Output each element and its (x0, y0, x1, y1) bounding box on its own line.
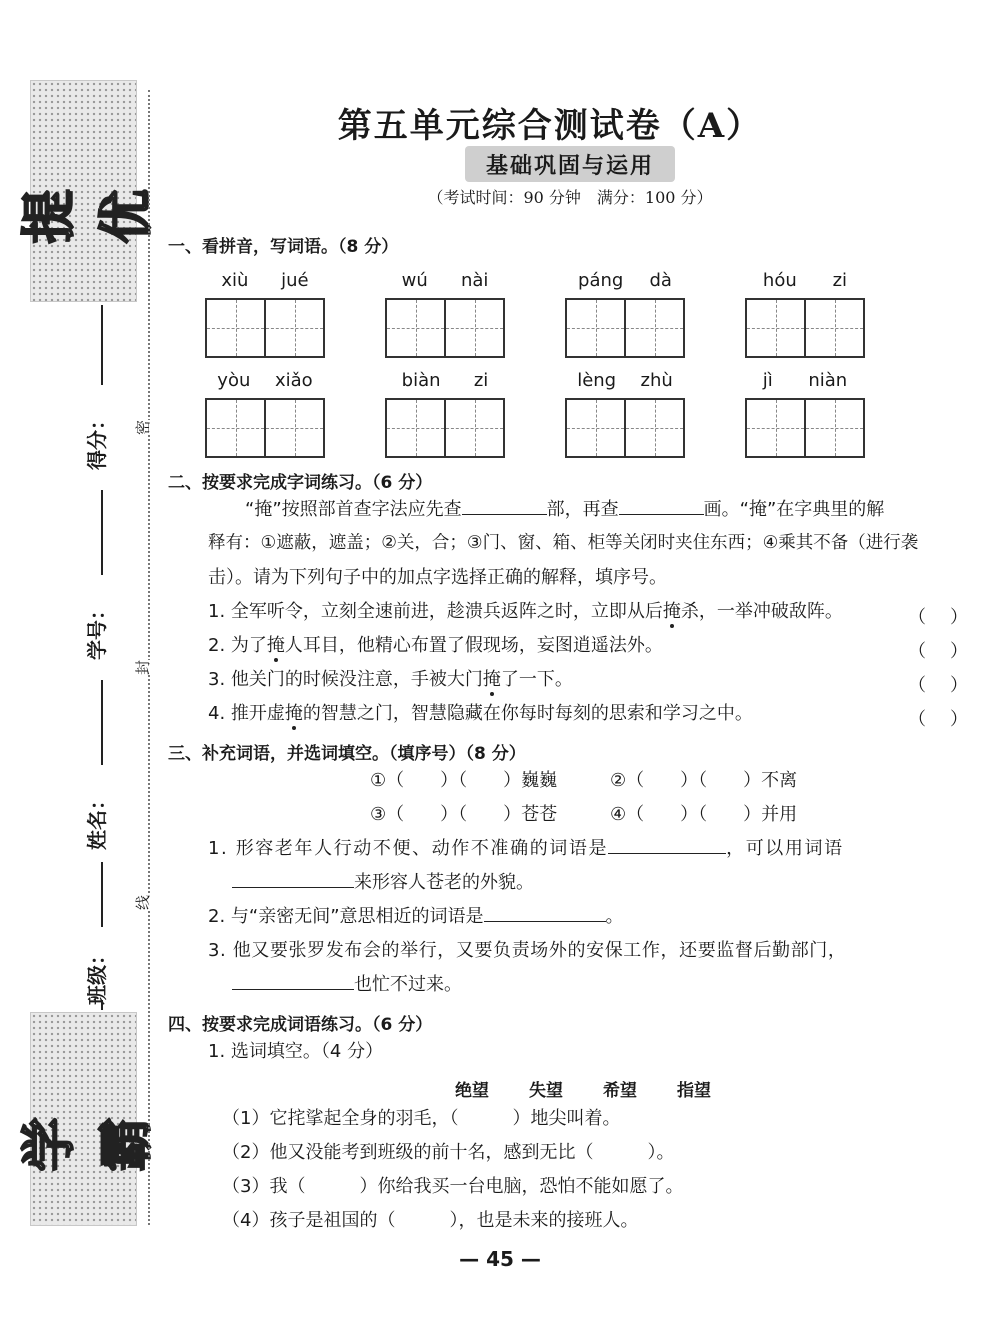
pinyin-item (385, 370, 505, 458)
pinyin: wú (401, 270, 428, 291)
subtitle: 基础巩固与运用 (485, 153, 654, 179)
pinyin: yòu (217, 370, 251, 391)
question-text: 了一下。 (500, 669, 573, 690)
score-label: 得分： (84, 410, 109, 470)
pinyin-item (565, 270, 685, 358)
fill-sentence-1[interactable]: （1）它挓挲起全身的羽毛，（ ）地尖叫着。 (222, 1108, 621, 1129)
pinyin-item (565, 370, 685, 458)
section2-question-1 (208, 603, 843, 621)
paren-close: ） (950, 607, 968, 628)
field-line (101, 305, 103, 385)
section2-intro-line1 (245, 501, 884, 519)
pinyin-item (385, 270, 505, 358)
section2-intro-line2: 释有：①遮蔽，遮盖；②关，合；③门、窗、箱、柜等关闭时夹住东西；④乘其不备（进行袭 (208, 533, 919, 553)
word-choice: 指望 (677, 1081, 711, 1101)
writing-grid[interactable] (565, 398, 685, 458)
paren-open: （ (908, 675, 926, 696)
dotted-char: 掩 (284, 703, 303, 724)
writing-grid[interactable] (385, 298, 505, 358)
student-number-line (101, 680, 103, 765)
paren-open: （ (908, 607, 926, 628)
name-label: 姓名： (84, 790, 109, 850)
fill-sentence-3[interactable]: （3）我（ ）你给我买一台电脑，恐怕不能如愿了。 (222, 1176, 684, 1197)
page-title: 第五单元综合测试卷（A） (337, 106, 763, 146)
pinyin: nài (460, 270, 489, 291)
question-text: 2. 为了 (208, 635, 267, 656)
pinyin: biàn (401, 370, 441, 391)
pinyin: dà (649, 270, 672, 291)
fill-sentence-4[interactable]: （4）孩子是祖国的（ ），也是未来的接班人。 (222, 1210, 639, 1231)
name-line (101, 862, 103, 927)
answer-paren[interactable] (908, 671, 968, 697)
question-text: 。 (605, 906, 624, 927)
seal-char-feng: 封 (130, 660, 155, 675)
section2-question-2 (208, 637, 663, 655)
section2-question-4 (208, 705, 753, 723)
seal-char-xian: 线 (130, 895, 155, 910)
section4-heading: 四、按要求完成词语练习。（6 分） (168, 1015, 433, 1035)
question-text: ，可以用词语 (726, 838, 844, 859)
question-text: 2. 与“亲密无间”意思相近的词语是 (208, 906, 484, 927)
section2-question-3 (208, 671, 573, 689)
answer-blank[interactable] (462, 514, 547, 515)
section1-heading: 一、看拼音，写词语。（8 分） (168, 237, 399, 257)
section3-question-1 (208, 840, 844, 858)
section3-heading: 三、补充词语，并选词填空。（填序号）（8 分） (168, 744, 526, 764)
subtitle-badge (465, 146, 675, 182)
word-choice: 希望 (603, 1081, 637, 1101)
dotted-char: 掩 (662, 601, 681, 622)
word-choice: 失望 (529, 1081, 563, 1101)
writing-grid[interactable] (205, 298, 325, 358)
question-text: 4. 推开虚 (208, 703, 285, 724)
paren-close: ） (950, 675, 968, 696)
question-text: 的智慧之门，智慧隐藏在你每时每刻的思索和学习之中。 (302, 703, 753, 724)
sidebar-banner-top (16, 80, 158, 302)
pinyin: hóu (762, 270, 797, 291)
dotted-char: 掩 (266, 635, 285, 656)
writing-grid[interactable] (205, 398, 325, 458)
binding-dotted-line (148, 90, 150, 1225)
pinyin: xiǎo (274, 370, 313, 391)
intro-text: “掩”按照部首查字法应先查 (245, 499, 462, 520)
answer-blank[interactable] (619, 514, 704, 515)
pinyin-item (205, 270, 325, 358)
writing-grid[interactable] (565, 298, 685, 358)
question-text: 1. 全军听令，立刻全速前进，趁溃兵返阵之时，立即从后 (208, 601, 663, 622)
writing-grid[interactable] (745, 398, 865, 458)
page-number: — 45 — (459, 1247, 541, 1271)
idiom-1[interactable]: ①（ ）（ ）巍巍 (370, 770, 558, 791)
pinyin: jì (762, 370, 773, 391)
intro-text: 部，再查 (546, 499, 619, 520)
section2-heading: 二、按要求完成字词练习。（6 分） (168, 473, 433, 493)
question-text: 3. 他关门的时候没注意，手被大门 (208, 669, 483, 690)
answer-paren[interactable] (908, 603, 968, 629)
section3-question-3-cont (232, 976, 462, 994)
class-label: 班级： (84, 945, 109, 1005)
dotted-char: 掩 (482, 669, 501, 690)
question-text: 来形容人苍老的外貌。 (354, 872, 534, 893)
section4-sub1: 1. 选词填空。（4 分） (208, 1041, 384, 1062)
sidebar-banner-bottom-text: 学霸 (16, 1111, 158, 1172)
idiom-3[interactable]: ③（ ）（ ）苍苍 (370, 804, 558, 825)
question-text: 1. 形容老年人行动不便、动作不准确的词语是 (208, 838, 609, 859)
fill-sentence-2[interactable]: （2）他又没能考到班级的前十名，感到无比（ ）。 (222, 1142, 675, 1163)
paren-close: ） (950, 641, 968, 662)
question-text: 人耳目，他精心布置了假现场，妄图逍遥法外。 (284, 635, 663, 656)
section2-intro-line3: 击）。请为下列句子中的加点字选择正确的解释，填序号。 (208, 567, 667, 588)
exam-meta: （考试时间：90 分钟 满分：100 分） (427, 188, 713, 207)
writing-grid[interactable] (385, 398, 505, 458)
pinyin: páng (578, 270, 624, 291)
sidebar-banner-bottom (16, 1012, 158, 1226)
writing-grid[interactable] (745, 298, 865, 358)
answer-paren[interactable] (908, 705, 968, 731)
paren-open: （ (908, 709, 926, 730)
pinyin-item (745, 270, 865, 358)
section3-question-3: 3. 他又要张罗发布会的举行，又要负责场外的安保工作，还要监督后勤部门， (208, 940, 847, 961)
student-number-label: 学号： (84, 600, 109, 660)
answer-blank[interactable] (484, 921, 606, 922)
pinyin: xiù (221, 270, 249, 291)
answer-paren[interactable] (908, 637, 968, 663)
answer-blank[interactable] (608, 853, 726, 854)
question-text: 也忙不过来。 (354, 974, 462, 995)
pinyin: zi (832, 270, 848, 291)
answer-blank[interactable] (232, 887, 354, 888)
word-choices (455, 1076, 711, 1101)
word-choice: 绝望 (455, 1081, 489, 1101)
sidebar-banner-top-text: 提优 (16, 183, 158, 244)
paren-close: ） (950, 709, 968, 730)
paren-open: （ (908, 641, 926, 662)
pinyin: jué (281, 270, 309, 291)
question-text: 杀，一举冲破敌阵。 (680, 601, 843, 622)
pinyin: zhù (640, 370, 673, 391)
pinyin: lèng (577, 370, 617, 391)
pinyin: zi (473, 370, 489, 391)
idiom-2[interactable]: ②（ ）（ ）不离 (610, 770, 798, 791)
score-line (101, 490, 103, 575)
pinyin: niàn (808, 370, 848, 391)
section3-question-2 (208, 908, 624, 926)
pinyin-item (745, 370, 865, 458)
answer-blank[interactable] (232, 989, 354, 990)
class-line (101, 1000, 103, 1010)
intro-text: 画。“掩”在字典里的解 (703, 499, 885, 520)
seal-char-mi: 密 (130, 420, 155, 435)
idiom-4[interactable]: ④（ ）（ ）并用 (610, 804, 798, 825)
pinyin-item (205, 370, 325, 458)
section3-question-1-cont (232, 874, 534, 892)
